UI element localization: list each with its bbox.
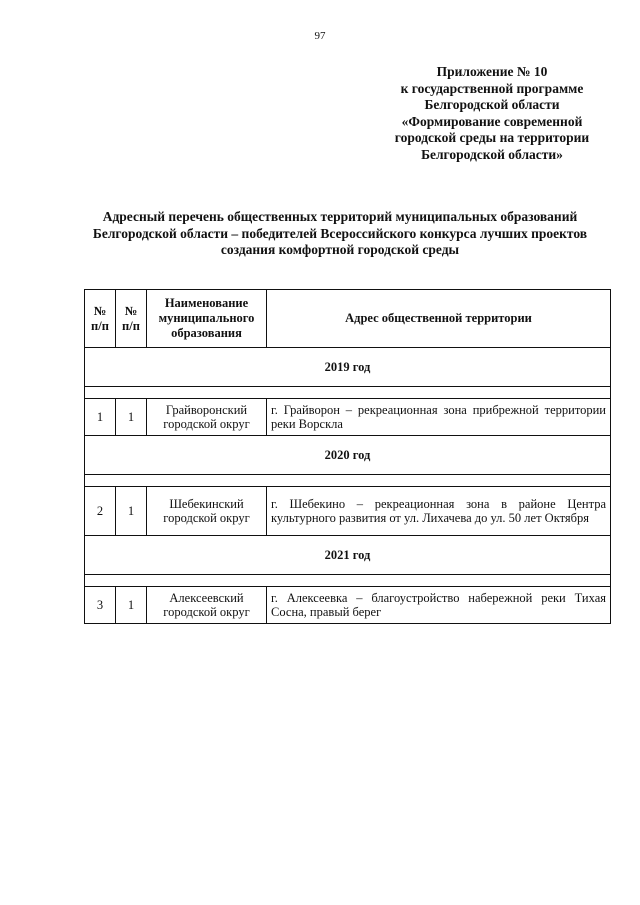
cell-num1: 3 [85, 587, 116, 624]
address-table [84, 289, 611, 624]
title-line: Адресный перечень общественных территорий муниципальных образований [102, 209, 578, 224]
header-num2: № п/п [116, 290, 147, 348]
year-row [85, 348, 611, 387]
header-municipality: Наименование муниципального образования [147, 290, 267, 348]
title-line: Белгородской области – победителей Всероссийского конкурса лучших проектов [92, 225, 588, 241]
table-row [85, 487, 611, 536]
title-line: создания комфортной городской среды [220, 242, 460, 258]
appendix-header [372, 64, 612, 164]
table-row [85, 587, 611, 624]
appendix-line: Приложение № 10 [436, 64, 548, 79]
cell-address: г. Грайворон – рекреационная зона прибрежной территории реки Ворскла [267, 399, 611, 436]
year-label: 2020 год [85, 436, 611, 475]
cell-num2: 1 [116, 487, 147, 536]
appendix-line: Белгородской области» [421, 146, 563, 162]
appendix-line: к государственной программе [400, 80, 584, 96]
table-header-row [85, 290, 611, 348]
spacer-row [85, 475, 611, 487]
year-label: 2021 год [85, 536, 611, 575]
appendix-line: «Формирование современной [401, 113, 583, 129]
cell-address: г. Шебекино – рекреационная зона в районе Центра культурного развития от ул. Лихачева до ул. 50 лет Октября [267, 487, 611, 536]
cell-address: г. Алексеевка – благоустройство набережной реки Тихая Сосна, правый берег [267, 587, 611, 624]
appendix-line: Белгородской области [424, 97, 560, 113]
table-row [85, 399, 611, 436]
header-address: Адрес общественной территории [267, 290, 611, 348]
page-number: 97 [314, 30, 326, 42]
cell-num1: 1 [85, 399, 116, 436]
cell-municipality: Алексеевский городской округ [147, 587, 267, 624]
spacer-row [85, 575, 611, 587]
cell-num2: 1 [116, 399, 147, 436]
cell-num2: 1 [116, 587, 147, 624]
year-row [85, 436, 611, 475]
header-num1: № п/п [85, 290, 116, 348]
cell-num1: 2 [85, 487, 116, 536]
year-label: 2019 год [85, 348, 611, 387]
spacer-row [85, 387, 611, 399]
document-title [60, 209, 620, 259]
appendix-line: городской среды на территории [394, 130, 590, 146]
cell-municipality: Шебекинский городской округ [147, 487, 267, 536]
year-row [85, 536, 611, 575]
cell-municipality: Грайворонский городской округ [147, 399, 267, 436]
